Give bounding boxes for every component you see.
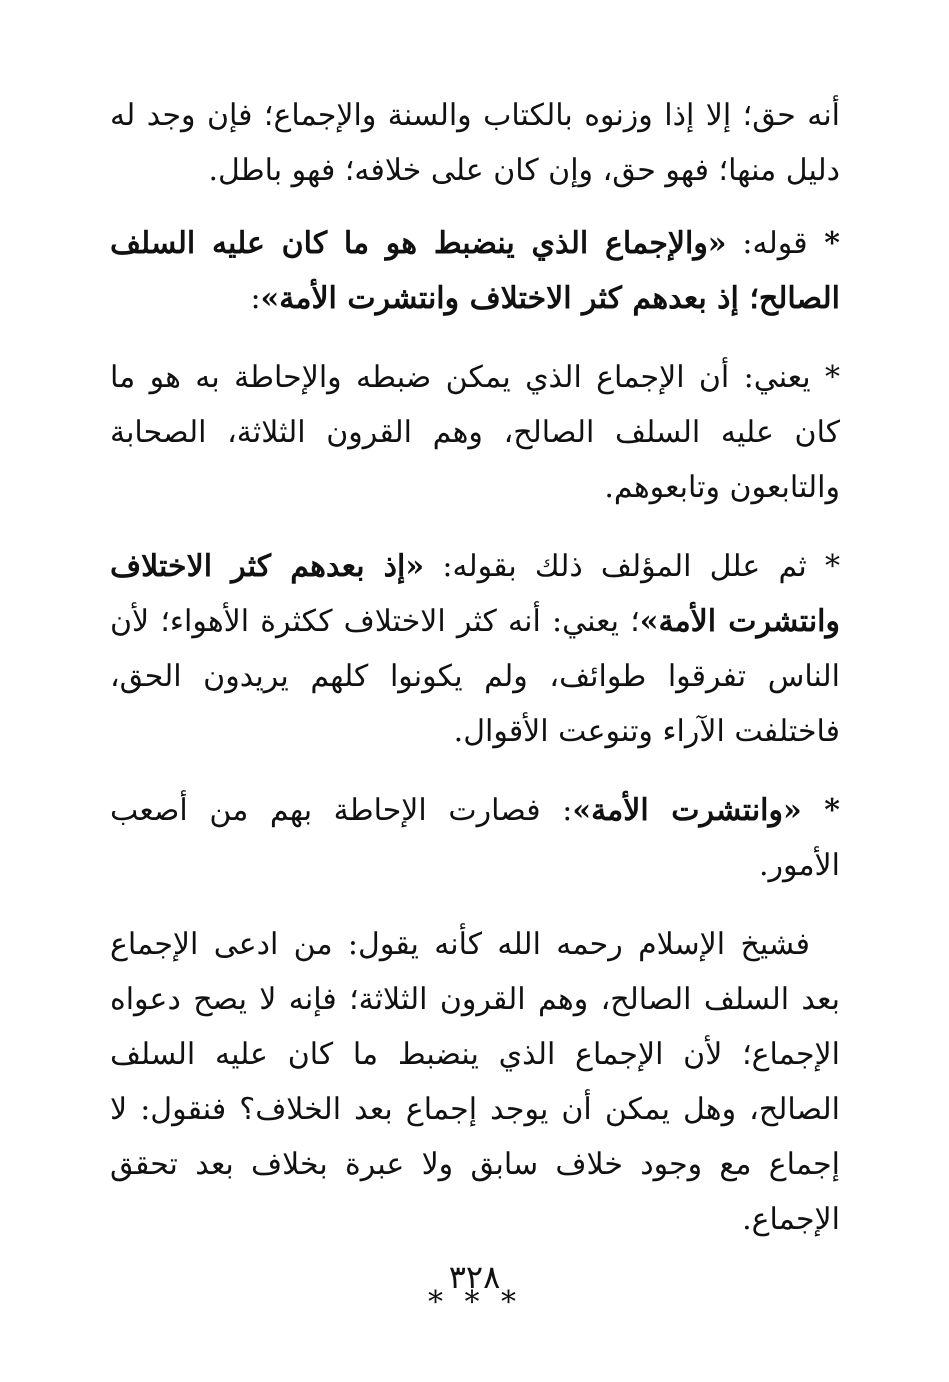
paragraph-5-quote: «وانتشرت الأمة» — [572, 793, 802, 828]
paragraph-4-lead: * ثم علل المؤلف ذلك بقوله: — [424, 549, 840, 584]
paragraph-3-text: * يعني: أن الإجماع الذي يمكن ضبطه والإحاطة به هو ما كان عليه السلف الصالح، وهم القرون الثلاثة، الصحابة والتابعون وتابعوهم. — [110, 360, 840, 505]
paragraph-2-quote: «والإجماع الذي ينضبط هو ما كان عليه السلف الصالح؛ إذ بعدهم كثر الاختلاف وانتشرت الأمة» — [110, 226, 840, 316]
paragraph-2 — [110, 216, 840, 326]
star-marker: * — [801, 793, 840, 828]
paragraph-5 — [110, 783, 840, 893]
paragraph-4-tail: ؛ يعني: أنه كثر الاختلاف ككثرة الأهواء؛ لأن الناس تفرقوا طوائف، ولم يكونوا كلهم يريدون الحق، فاختلفت الآراء وتنوعت الأقوال. — [110, 604, 840, 749]
paragraph-2-lead: قوله: — [726, 226, 808, 261]
section-divider: * * * — [427, 1285, 523, 1320]
paragraph-6 — [110, 917, 840, 1247]
paragraph-1-text: أنه حق؛ إلا إذا وزنوه بالكتاب والسنة والإجماع؛ فإن وجد له دليل منها؛ فهو حق، وإن كان على خلافه؛ فهو باطل. — [110, 98, 840, 188]
paragraph-1 — [110, 88, 840, 198]
page-body — [110, 88, 840, 1330]
paragraph-2-tail: : — [250, 281, 261, 316]
paragraph-4 — [110, 539, 840, 759]
paragraph-5-tail: : فصارت الإحاطة بهم من أصعب الأمور. — [110, 793, 840, 883]
star-marker: * — [807, 226, 840, 261]
paragraph-4-quote: «إذ بعدهم كثر الاختلاف وانتشرت الأمة» — [110, 549, 840, 639]
page-number: ٣٢٨ — [448, 1258, 501, 1296]
paragraph-3 — [110, 350, 840, 515]
paragraph-6-text: فشيخ الإسلام رحمه الله كأنه يقول: من ادعى الإجماع بعد السلف الصالح، وهم القرون الثلاثة؛ فإنه لا يصح دعواه الإجماع؛ لأن الإجماع الذي ينضبط ما كان عليه السلف الصالح، وهل يمكن أن يوجد إجماع بعد الخلاف؟ فنقول: لا إجماع مع وجود خلاف سابق ولا عبرة بخلاف بعد تحقق الإجماع. — [110, 927, 840, 1237]
